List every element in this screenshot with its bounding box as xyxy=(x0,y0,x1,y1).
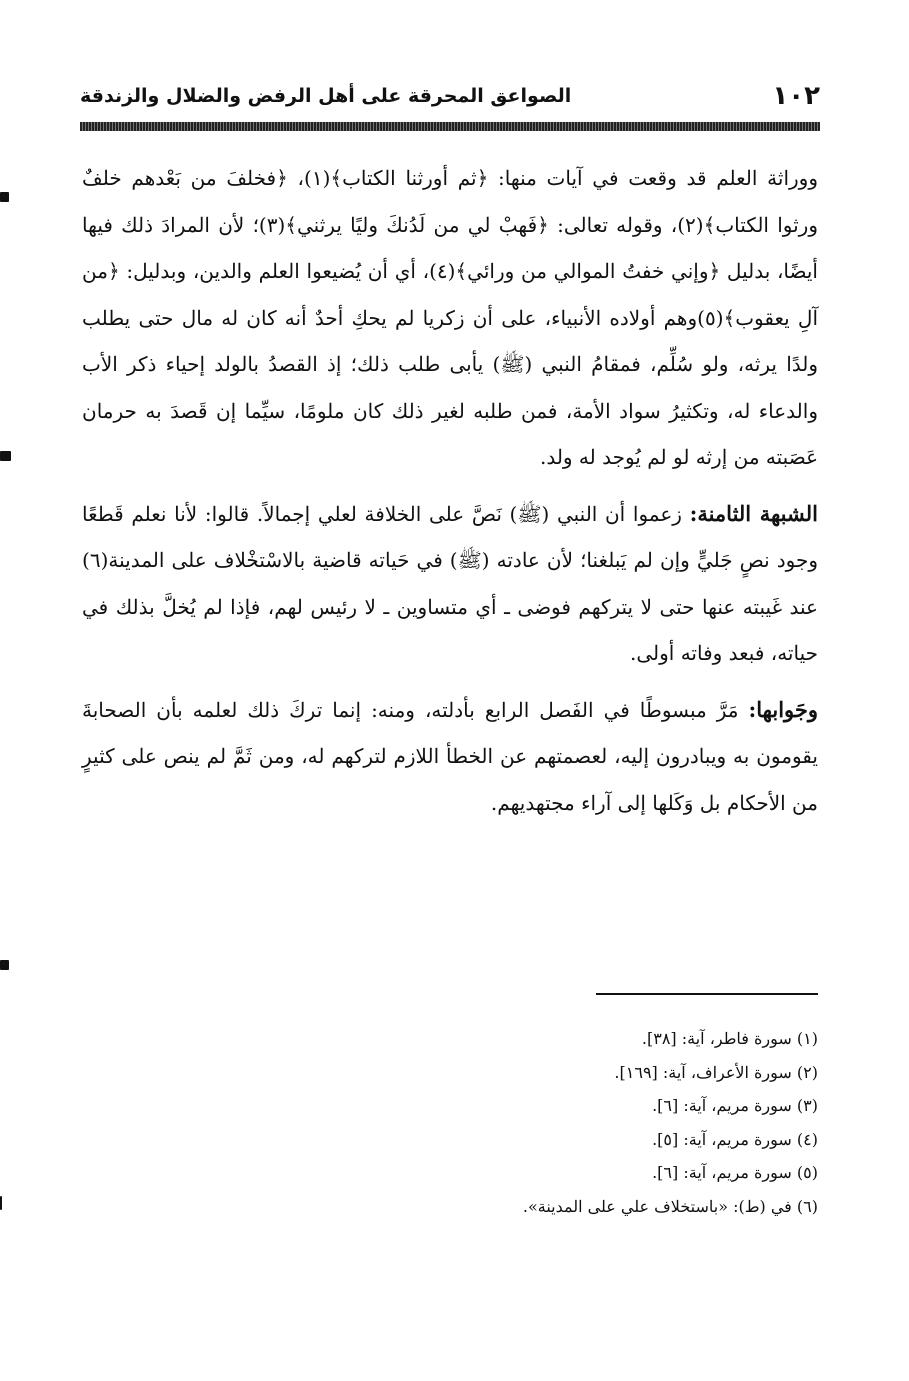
footnote-item: (٣) سورة مريم، آية: [٦]. xyxy=(652,1096,818,1115)
footnote-item: (٥) سورة مريم، آية: [٦]. xyxy=(652,1163,818,1182)
footnote-separator xyxy=(596,993,818,995)
paragraph-inheritance xyxy=(82,155,818,481)
paragraph-lead: وجَوابها: xyxy=(748,696,818,722)
paragraph-eighth-doubt xyxy=(82,491,818,677)
footnote-item: (٢) سورة الأعراف، آية: [١٦٩]. xyxy=(614,1062,818,1082)
scan-mark xyxy=(0,1196,2,1210)
running-title: الصواعق المحرقة على أهل الرفض والضلال والزندقة xyxy=(80,85,572,107)
header-rule xyxy=(80,122,820,131)
footnote-item: (٤) سورة مريم، آية: [٥]. xyxy=(652,1129,818,1149)
footnote-item: (١) سورة فاطر، آية: [٣٨]. xyxy=(641,1029,818,1048)
paragraph-body: ووراثة العلم قد وقعت في آيات منها: ﴿ثم أورثنا الكتاب﴾(١)، ﴿فخلفَ من بَعْدهم خلفٌ ورثوا الكتاب﴾(٢)، وقوله تعالى: ﴿فَهبْ لي من لَدُنكَ وليًا يرثني﴾(٣)؛ لأن المرادَ ذلك فيها أيضًا، بدليل ﴿وإني خفتُ الموالي من ورائي﴾(٤)، أي أن يُضيعوا العلم والدين، وبدليل: ﴿من آلِ يعقوب﴾(٥)وهم أولاده الأنبياء، على أن زكريا لم يحكِ أحدٌ أنه كان له مال حتى يطلب ولدًا يرثه، ولو سُلِّم، فمقامُ النبي (ﷺ) يأبى طلب ذلك؛ إذ القصدُ بالولد إحياء ذكر الأب والدعاء له، وتكثيرُ سواد الأمة، فمن طلبه لغير ذلك كان ملومًا، سيِّما إن قَصدَ به حرمان عَصَبته من إرثه لو لم يُوجد له ولد. xyxy=(82,166,819,469)
footnotes-list xyxy=(118,1022,818,1223)
main-text xyxy=(82,155,818,836)
scan-mark xyxy=(0,451,11,461)
scan-mark xyxy=(0,960,9,970)
paragraph-lead: الشبهة الثامنة: xyxy=(689,500,818,526)
paragraph-body: مَرَّ مبسوطًا في الفَصل الرابع بأدلته، ومنه: إنما تركَ ذلك لعلمه بأن الصحابةَ يقومون به ويبادرون إليه، لعصمتهم عن الخطأ اللازم لتركهم له، ومن ثَمَّ لم ينص على كثيرٍ من الأحكام بل وَكَلها إلى آراء مجتهديهم. xyxy=(82,697,818,815)
page-number: ١٠٢ xyxy=(772,81,820,111)
running-header xyxy=(80,78,820,114)
scan-mark xyxy=(0,192,9,202)
footnote-item: (٦) في (ط): «باستخلاف علي على المدينة». xyxy=(522,1196,818,1216)
paragraph-body: زعموا أن النبي (ﷺ) نَصَّ على الخلافة لعلي إجمالاً. قالوا: لأنا نعلم قَطعًا وجود نصٍ جَليٍّ وإن لم يَبلغنا؛ لأن عادته (ﷺ) في حَياته قاضية بالاسْتخْلاف على المدينة(٦) عند غَيبته عنها حتى لا يتركهم فوضى ـ أي متساوين ـ لا رئيس لهم، فإذا لم يُخلَّ بذلك في حياته، فبعد وفاته أولى. xyxy=(82,501,818,665)
paragraph-answer xyxy=(82,687,818,827)
